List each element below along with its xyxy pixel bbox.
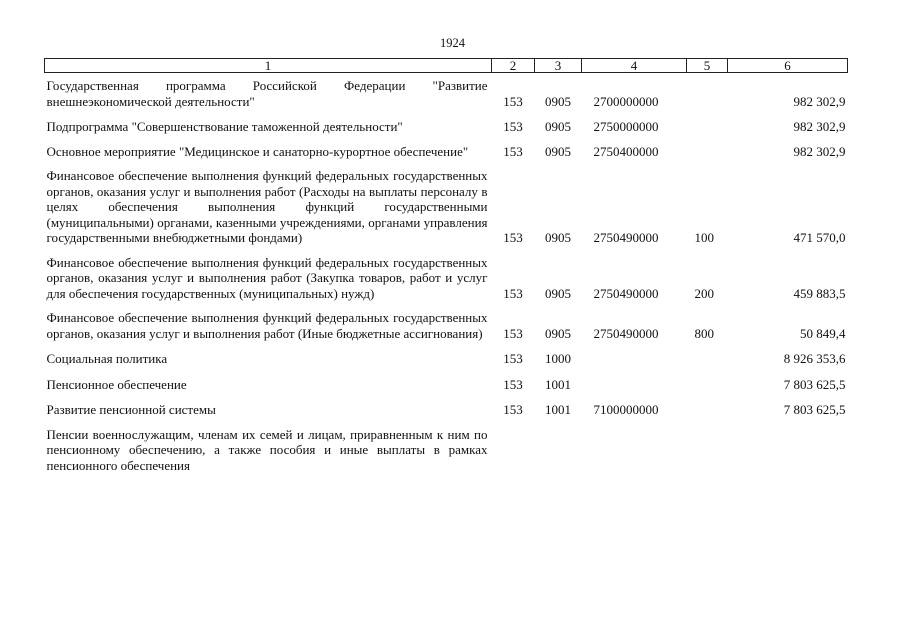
cell-col3: 0905 bbox=[545, 325, 571, 341]
cell-col5 bbox=[687, 345, 728, 371]
cell-col4: 2750490000 bbox=[593, 230, 659, 245]
cell-col5 bbox=[687, 139, 728, 164]
cell-col6: 982 302,9 bbox=[793, 143, 846, 159]
row-name: Подпрограмма "Совершенствование таможенной деятельности" bbox=[46, 119, 403, 134]
row-name: Развитие пенсионной системы bbox=[46, 402, 216, 417]
column-header: 3 bbox=[535, 59, 582, 73]
budget-table bbox=[44, 58, 848, 477]
cell-col4 bbox=[582, 422, 687, 478]
row-name: Финансовое обеспечение выполнения функций федеральных государственных органов, оказания услуг и выполнения работ (Расходы на выплаты персоналу в целях обеспечения выполнения функций государственными (муниципальными) органами, казенными учреждениями, органами управления государственными внебюджетными фондами) bbox=[46, 168, 488, 245]
cell-col6: 982 302,9 bbox=[793, 119, 846, 134]
row-name: Финансовое обеспечение выполнения функций федеральных государственных органов, оказания услуг и выполнения работ (Иные бюджетные ассигнования) bbox=[46, 310, 488, 341]
table-row bbox=[45, 113, 848, 139]
row-name: Основное мероприятие "Медицинское и санаторно-курортное обеспечение" bbox=[46, 143, 469, 159]
cell-col4 bbox=[582, 371, 687, 397]
cell-col2: 153 bbox=[503, 325, 523, 341]
row-name: Пенсионное обеспечение bbox=[46, 376, 187, 392]
cell-col6: 459 883,5 bbox=[793, 285, 846, 301]
table-row bbox=[45, 250, 848, 306]
cell-col2: 153 bbox=[503, 143, 523, 159]
cell-col5: 200 bbox=[694, 285, 714, 301]
cell-col5 bbox=[687, 73, 728, 114]
cell-col4: 2750000000 bbox=[593, 119, 659, 134]
table-row bbox=[45, 345, 848, 371]
cell-col6 bbox=[728, 422, 848, 478]
column-header: 6 bbox=[728, 59, 848, 73]
cell-col2: 153 bbox=[503, 230, 523, 245]
cell-col3: 1001 bbox=[545, 376, 571, 392]
column-header-row bbox=[45, 59, 848, 73]
cell-col6: 471 570,0 bbox=[793, 230, 846, 245]
cell-col3: 0905 bbox=[545, 230, 571, 245]
table-row bbox=[45, 139, 848, 164]
cell-col6: 50 849,4 bbox=[800, 325, 846, 341]
cell-col4: 2750400000 bbox=[593, 143, 659, 159]
cell-col3: 0905 bbox=[545, 143, 571, 159]
cell-col3: 0905 bbox=[545, 93, 571, 109]
row-name: Социальная политика bbox=[46, 351, 168, 366]
cell-col2: 153 bbox=[503, 351, 523, 366]
cell-col5: 100 bbox=[694, 230, 714, 245]
cell-col3: 1000 bbox=[545, 351, 571, 366]
cell-col4 bbox=[582, 345, 687, 371]
cell-col4: 2750490000 bbox=[593, 285, 659, 301]
cell-col6: 8 926 353,6 bbox=[783, 351, 846, 366]
cell-col5 bbox=[687, 113, 728, 139]
column-header: 4 bbox=[582, 59, 687, 73]
table-row bbox=[45, 73, 848, 114]
cell-col4: 2700000000 bbox=[593, 93, 659, 109]
column-header: 2 bbox=[492, 59, 535, 73]
cell-col5 bbox=[687, 371, 728, 397]
column-header: 1 bbox=[45, 59, 492, 73]
table-row bbox=[45, 163, 848, 250]
row-name: Финансовое обеспечение выполнения функций федеральных государственных органов, оказания услуг и выполнения работ (Закупка товаров, работ и услуг для обеспечения государственных (муниципальных) нужд) bbox=[46, 254, 488, 301]
cell-col2: 153 bbox=[503, 93, 523, 109]
row-name: Государственная программа Российской Федерации "Развитие внешнеэкономической деятельности" bbox=[46, 78, 488, 109]
cell-col4: 2750490000 bbox=[593, 325, 659, 341]
cell-col3: 1001 bbox=[545, 402, 571, 417]
cell-col5 bbox=[687, 422, 728, 478]
cell-col2 bbox=[492, 422, 535, 478]
page-number: 1924 bbox=[440, 36, 465, 50]
cell-col6: 7 803 625,5 bbox=[783, 376, 846, 392]
table-row bbox=[45, 422, 848, 478]
table-row bbox=[45, 396, 848, 422]
cell-col6: 982 302,9 bbox=[793, 93, 846, 109]
cell-col2: 153 bbox=[503, 285, 523, 301]
table-row bbox=[45, 305, 848, 345]
row-name: Пенсии военнослужащим, членам их семей и лицам, приравненным к ним по пенсионному обеспечению, а также пособия и иные выплаты в рамках пенсионного обеспечения bbox=[46, 426, 488, 473]
cell-col5: 800 bbox=[694, 325, 714, 341]
column-header: 5 bbox=[687, 59, 728, 73]
cell-col5 bbox=[687, 396, 728, 422]
cell-col3: 0905 bbox=[545, 285, 571, 301]
cell-col6: 7 803 625,5 bbox=[783, 402, 846, 417]
cell-col3 bbox=[535, 422, 582, 478]
cell-col2: 153 bbox=[503, 119, 523, 134]
cell-col3: 0905 bbox=[545, 119, 571, 134]
cell-col2: 153 bbox=[503, 402, 523, 417]
cell-col4: 7100000000 bbox=[593, 402, 659, 417]
table-row bbox=[45, 371, 848, 397]
cell-col2: 153 bbox=[503, 376, 523, 392]
